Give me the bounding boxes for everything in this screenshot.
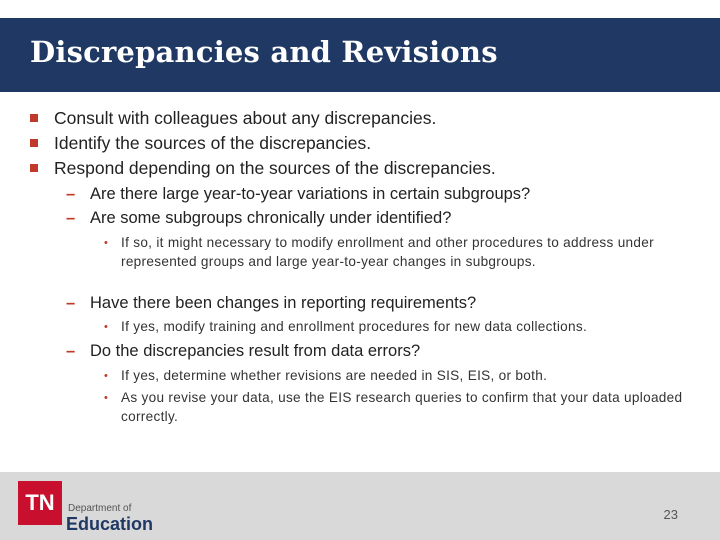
- sub-bullet-item: [66, 342, 420, 361]
- dash-bullet-icon: –: [66, 185, 76, 203]
- detail-text: If so, it might necessary to modify enrollment and other procedures to address under represented groups and large year-to-year changes in subgroups.: [121, 235, 654, 269]
- bullet-item: [30, 158, 496, 179]
- title-bar: [0, 18, 720, 92]
- dept-label: Department of: [68, 503, 132, 514]
- bullet-item: [30, 133, 371, 154]
- sub-bullet-text: Have there been changes in reporting requirements?: [90, 294, 477, 312]
- dot-bullet-icon: •: [104, 392, 108, 404]
- dot-bullet-icon: •: [104, 237, 108, 249]
- dot-bullet-icon: •: [104, 321, 108, 333]
- dash-bullet-icon: –: [66, 294, 76, 312]
- detail-item: [104, 367, 689, 386]
- detail-text: As you revise your data, use the EIS research queries to confirm that your data uploaded correctly.: [121, 390, 683, 424]
- bullet-text: Identify the sources of the discrepancies.: [54, 133, 372, 153]
- dash-bullet-icon: –: [66, 342, 76, 360]
- square-bullet-icon: [30, 114, 38, 122]
- sub-bullet-text: Are some subgroups chronically under identified?: [90, 209, 452, 227]
- sub-bullet-item: [66, 209, 451, 228]
- detail-text: If yes, determine whether revisions are needed in SIS, EIS, or both.: [121, 368, 548, 383]
- page-number: 23: [663, 507, 678, 522]
- sub-bullet-text: Do the discrepancies result from data errors?: [90, 342, 421, 360]
- bullet-item: [30, 108, 436, 129]
- dot-bullet-icon: •: [104, 370, 108, 382]
- square-bullet-icon: [30, 164, 38, 172]
- square-bullet-icon: [30, 139, 38, 147]
- tn-logo: TN: [18, 481, 62, 525]
- slide-title: Discrepancies and Revisions: [30, 35, 498, 69]
- detail-text: If yes, modify training and enrollment procedures for new data collections.: [121, 319, 588, 334]
- footer-bar: [0, 472, 720, 540]
- detail-item: [104, 234, 689, 271]
- detail-item: [104, 318, 689, 337]
- bullet-text: Consult with colleagues about any discrepancies.: [54, 108, 437, 128]
- dash-bullet-icon: –: [66, 209, 76, 227]
- sub-bullet-item: [66, 294, 476, 313]
- dept-name: Education: [66, 514, 154, 534]
- sub-bullet-text: Are there large year-to-year variations in certain subgroups?: [90, 185, 531, 203]
- bullet-text: Respond depending on the sources of the discrepancies.: [54, 158, 496, 178]
- sub-bullet-item: [66, 185, 530, 204]
- detail-item: [104, 389, 689, 426]
